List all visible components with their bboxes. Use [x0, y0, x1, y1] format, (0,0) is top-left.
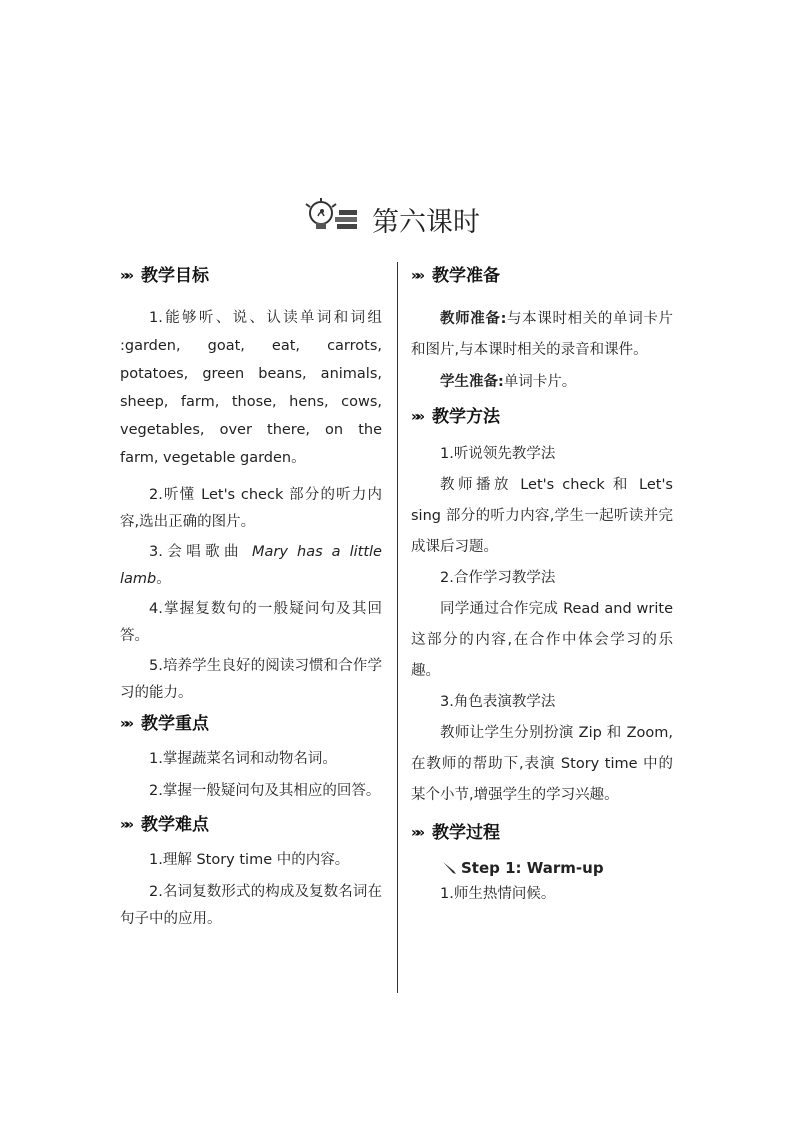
double-chevron-icon: »» [120, 268, 131, 284]
section-heading-methods: »» 教学方法 [411, 403, 673, 431]
double-chevron-icon: »» [411, 408, 422, 425]
double-chevron-icon: »» [120, 817, 131, 833]
page-title: 第六课时 [372, 207, 480, 238]
pen-icon [442, 861, 458, 875]
goal-item: 4.掌握复数句的一般疑问句及其回答。 [120, 601, 382, 644]
section-heading-process: »» 教学过程 [411, 819, 673, 847]
lesson-title-block [0, 196, 794, 246]
goal-item-song: 3.会唱歌曲 Mary has a little lamb。 [120, 544, 382, 587]
difficulty-item: 2.名词复数形式的构成及复数名词在句子中的应用。 [120, 883, 382, 927]
method-item: 教师让学生分别扮演 Zip 和 Zoom,在教师的帮助下,表演 Story time 中的某个小节,增强学生的学习兴趣。 [411, 724, 673, 803]
step-item: 1.师生热情问候。 [440, 885, 556, 902]
double-chevron-icon: »» [411, 268, 422, 284]
step-heading: Step 1: Warm-up [411, 855, 673, 881]
method-item: 教师播放 Let's check 和 Let's sing 部分的听力内容,学生一起听读并完成课后习题。 [411, 476, 673, 555]
student-preparation: 学生准备:单词卡片。 [440, 374, 577, 390]
section-heading-goals: »» 教学目标 [120, 262, 382, 290]
section-heading-key-points: »» 教学重点 [120, 710, 382, 738]
teacher-preparation: 教师准备:与本课时相关的单词卡片和图片,与本课时相关的录音和课件。 [411, 311, 673, 358]
double-chevron-icon: »» [120, 716, 131, 732]
key-point-item: 2.掌握一般疑问句及其相应的回答。 [149, 782, 381, 799]
section-heading-preparation: »» 教学准备 [411, 262, 673, 290]
method-item: 同学通过合作完成 Read and write 这部分的内容,在合作中体会学习的乐趣。 [411, 600, 673, 679]
song-title: Mary has a little lamb [120, 544, 382, 587]
right-column [411, 262, 673, 912]
method-item: 1.听说领先教学法 [440, 445, 556, 462]
goal-item: 5.培养学生良好的阅读习惯和合作学习的能力。 [120, 658, 382, 701]
difficulty-item: 1.理解 Story time 中的内容。 [149, 852, 350, 868]
lightbulb-books-icon [301, 198, 359, 234]
goal-item: 1.能够听、说、认读单词和词组 :garden, goat, eat, carrots, potatoes, green beans, animals, sheep, farm, those, hens, cows, vegetables, over there, on the farm, vegetable garden。 [120, 310, 382, 466]
column-divider [397, 262, 398, 993]
double-chevron-icon: »» [411, 824, 422, 841]
method-item: 2.合作学习教学法 [440, 569, 556, 586]
goal-item: 2.听懂 Let's check 部分的听力内容,选出正确的图片。 [120, 487, 382, 530]
left-column [120, 262, 382, 938]
section-heading-difficulties: »» 教学难点 [120, 811, 382, 839]
method-item: 3.角色表演教学法 [440, 693, 556, 710]
key-point-item: 1.掌握蔬菜名词和动物名词。 [149, 751, 337, 767]
